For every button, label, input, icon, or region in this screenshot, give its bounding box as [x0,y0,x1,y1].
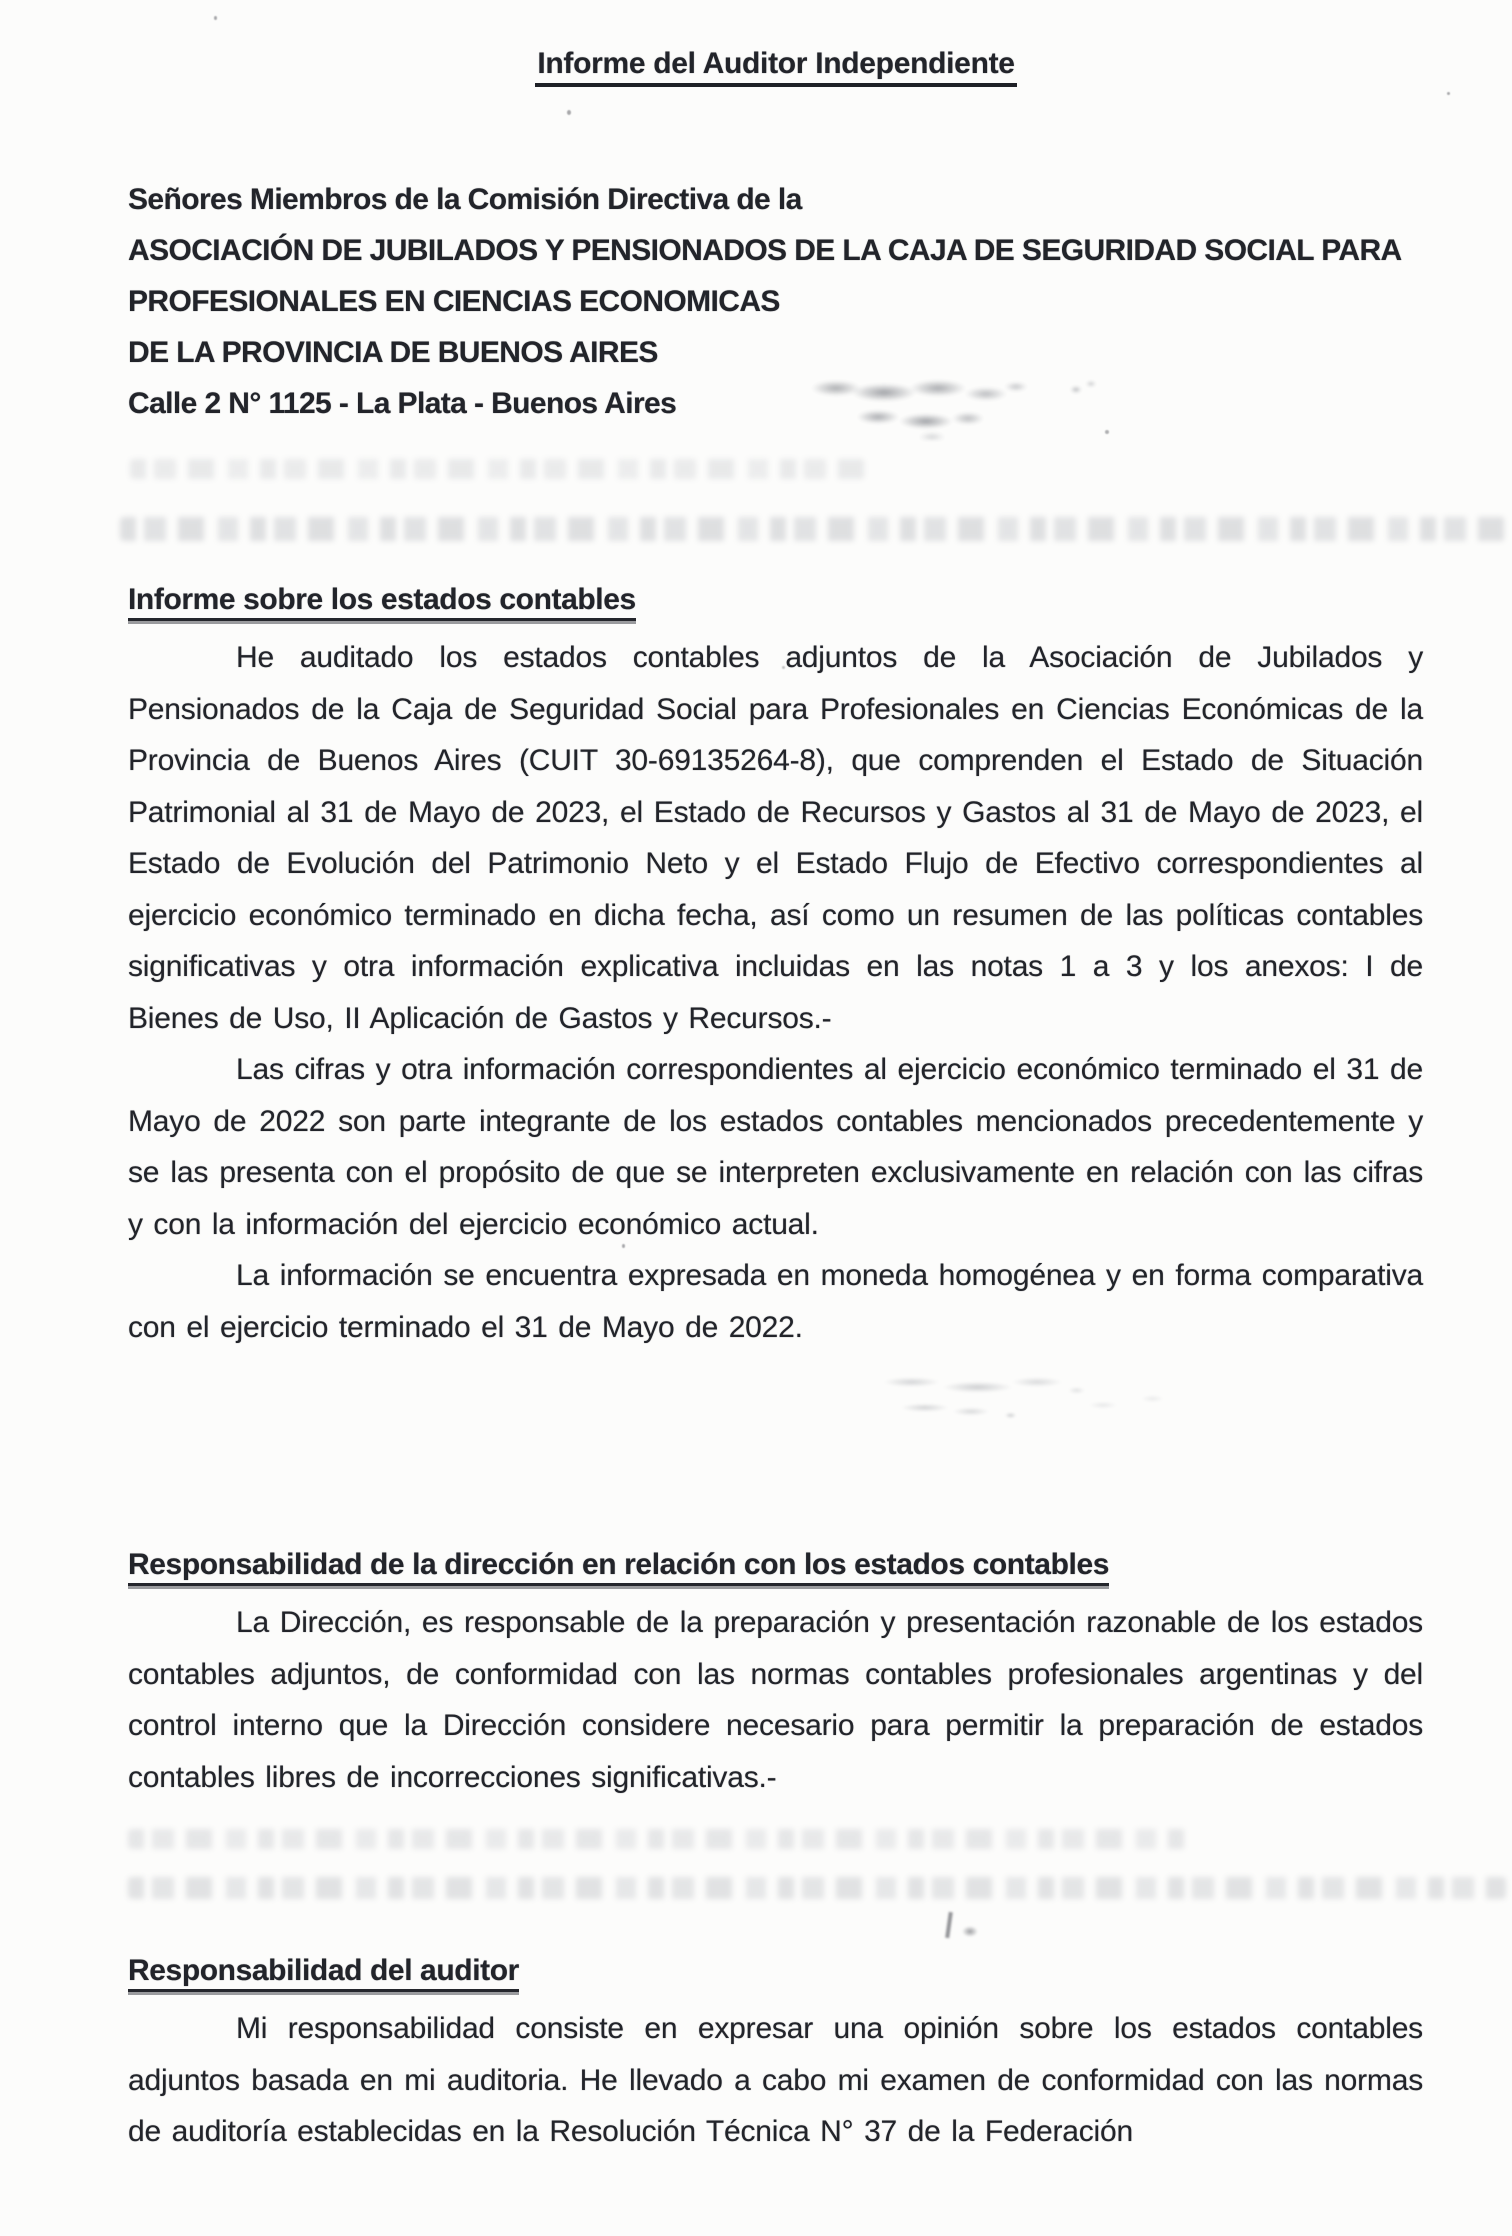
section-informe-estados-contables [128,574,1423,1353]
stray-pen-mark [962,1926,978,1937]
section-heading-text: Informe sobre los estados contables [128,583,636,621]
bleed-through-text-line [130,459,865,479]
scan-speck [1447,92,1450,95]
bleed-through-text-line [128,1829,1186,1849]
organization-name-line-2: PROFESIONALES EN CIENCIAS ECONOMICAS [128,285,780,318]
section-responsabilidad-direccion [128,1539,1423,1803]
bleed-through-text-line [120,517,1505,541]
document-title-text: Informe del Auditor Independiente [535,47,1016,87]
organization-name-line-1: ASOCIACIÓN DE JUBILADOS Y PENSIONADOS DE LA CAJA DE SEGURIDAD SOCIAL PARA [128,234,1402,267]
section-heading-text: Responsabilidad del auditor [128,1954,519,1992]
section-heading-responsabilidad-direccion [128,1539,1423,1591]
document-title [40,47,1512,81]
paragraph-moneda-homogenea: La información se encuentra expresada en moneda homogénea y en forma comparativa con el ejercicio terminado el 31 de Mayo de 2022. [128,1259,1423,1344]
stray-pen-mark [945,1912,953,1938]
section-heading-text: Responsabilidad de la dirección en relación con los estados contables [128,1548,1109,1586]
scan-speck [567,110,571,115]
scan-speck [1105,430,1109,434]
paragraph-auditado: He auditado los estados contables adjuntos de la Asociación de Jubilados y Pensionados de la Caja de Seguridad Social para Profesionales en Ciencias Económicas de la Provincia de Buenos Aires (CUIT 30-69135264-8), que comprenden el Estado de Situación Patrimonial al 31 de Mayo de 2023, el Estado de Recursos y Gastos al 31 de Mayo de 2023, el Estado de Evolución del Patrimonio Neto y el Estado Flujo de Efectivo correspondientes al ejercicio económico terminado en dicha fecha, así como un resumen de las políticas contables significativas y otra información explicativa incluidas en las notas 1 a 3 y los anexos: I de Bienes de Uso, II Aplicación de Gastos y Recursos.- [128,641,1423,1035]
recipient-salutation: Señores Miembros de la Comisión Directiva de la [128,183,802,216]
recipient-address: Calle 2 N° 1125 - La Plata - Buenos Aires [128,387,677,420]
section-heading-estados-contables [128,574,1423,626]
bleed-through-text-line [128,1877,1506,1899]
paragraph-mi-responsabilidad: Mi responsabilidad consiste en expresar una opinión sobre los estados contables adjuntos basada en mi auditoria. He llevado a cabo mi examen de conformidad con las normas de auditoría establecidas en la Resolución Técnica N° 37 de la Federación [128,2012,1423,2148]
recipient-block [128,174,1478,429]
section-responsabilidad-auditor [128,1945,1423,2158]
paragraph-direccion-responsable: La Dirección, es responsable de la preparación y presentación razonable de los estados contables adjuntos, de conformidad con las normas contables profesionales argentinas y del control interno que la Dirección considere necesario para permitir la preparación de estados contables libres de incorrecciones significativas.- [128,1606,1423,1794]
pencil-smudge-artifact [872,1368,1202,1432]
paragraph-cifras: Las cifras y otra información correspondientes al ejercicio económico terminado el 31 de Mayo de 2022 son parte integrante de los estados contables mencionados precedentemente y se las presenta con el propósito de que se interpreten exclusivamente en relación con las cifras y con la información del ejercicio económico actual. [128,1053,1423,1241]
section-heading-responsabilidad-auditor [128,1945,1423,1997]
scan-speck [214,16,217,20]
organization-name-line-3: DE LA PROVINCIA DE BUENOS AIRES [128,336,658,369]
